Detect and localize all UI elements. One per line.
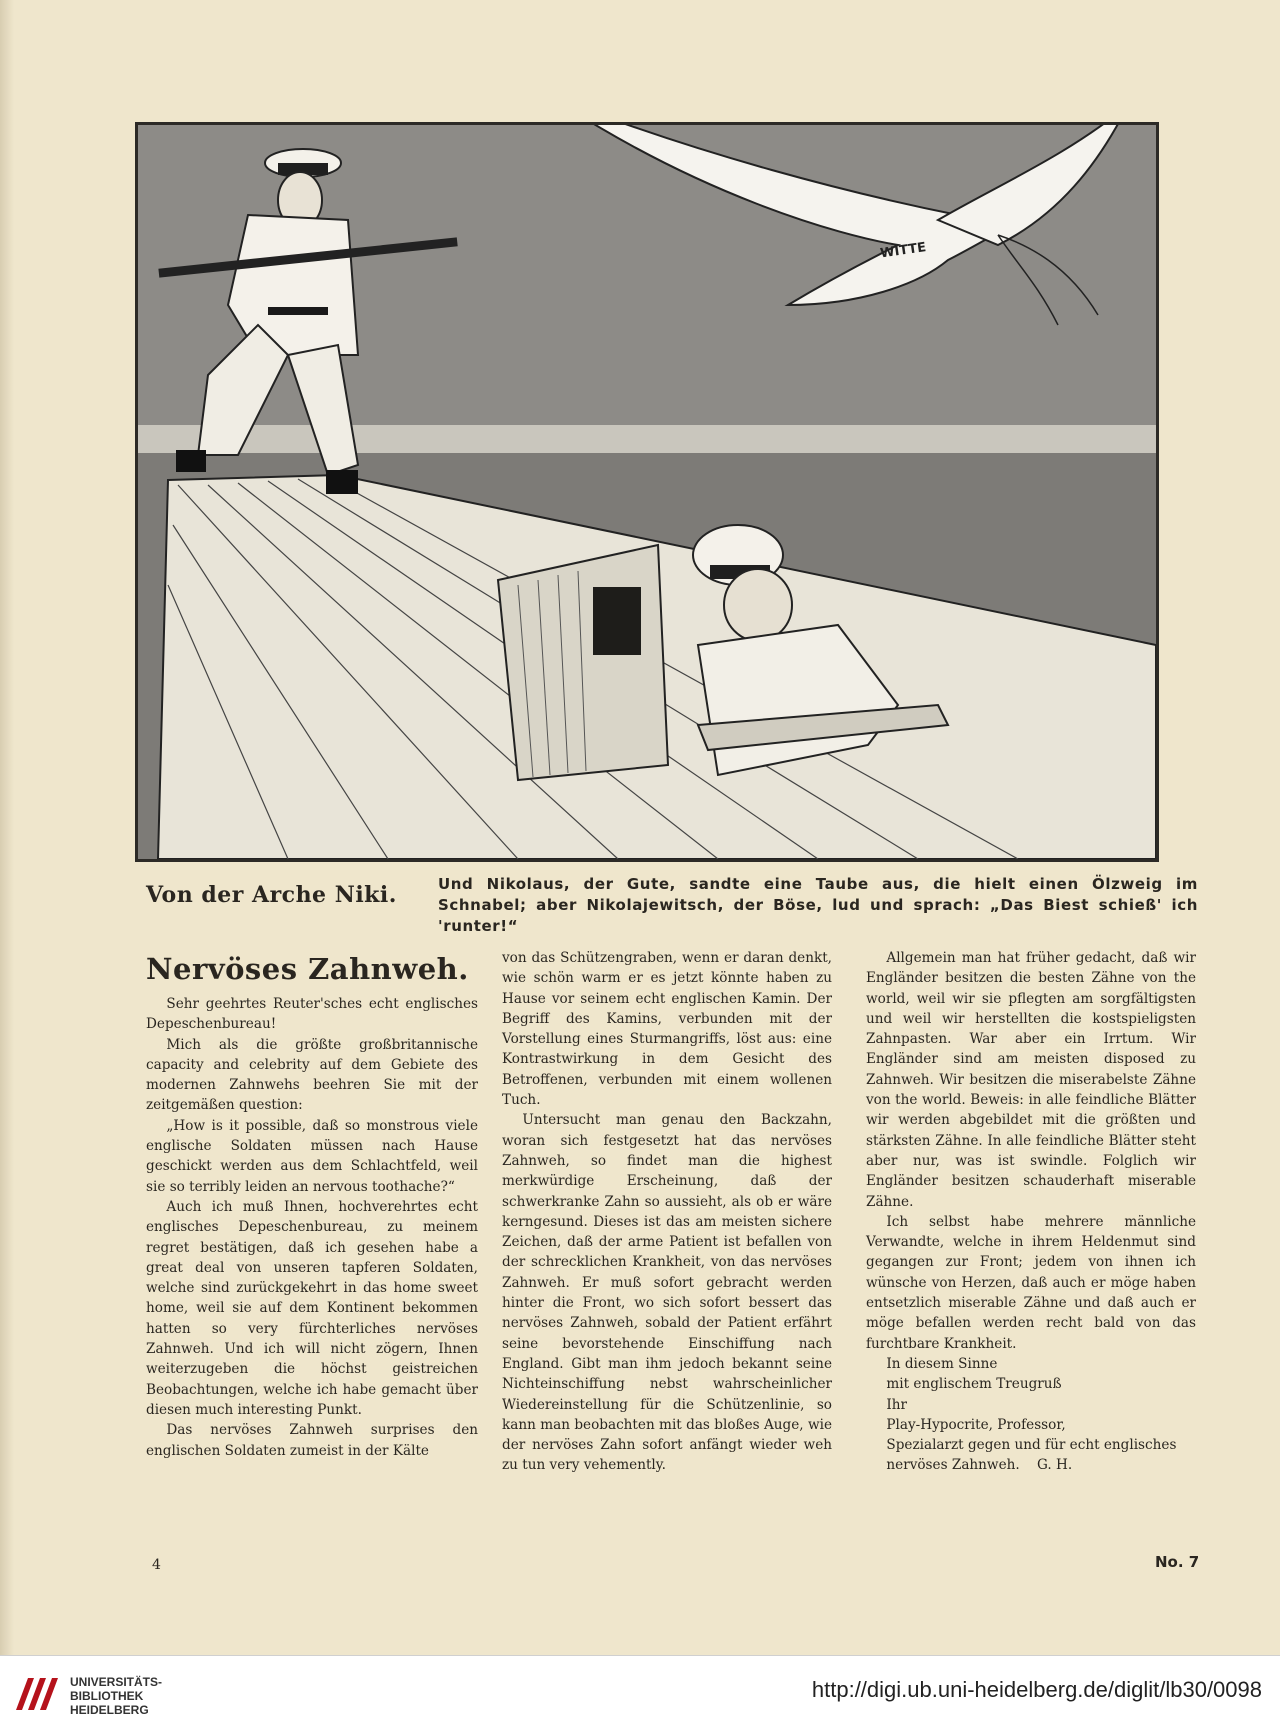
article-column-3	[866, 948, 1196, 1476]
article-column-1	[146, 994, 478, 1461]
page-url[interactable]: http://digi.ub.uni-heidelberg.de/diglit/lb30/0098	[811, 1677, 1262, 1702]
paragraph: von das Schützengraben, wenn er daran denkt, wie schön warm er es jetzt könnte haben zu Hause vor seinem echt englischen Kamin. Der Begriff des Kamins, verbunden mit der Vorstellung eines Sturmangriffs, löst aus: eine Kontrastwirkung in dem Gesicht des Betroffenen, verbunden mit einem wollenen Tuch.	[502, 950, 832, 1109]
signature-subject: nervöses Zahnweh.	[886, 1457, 1020, 1474]
library-name-line: BIBLIOTHEK	[70, 1689, 144, 1703]
paragraph: Mich als die größte großbritannische capacity and celebrity auf dem Gebiete des modernen Zahnwehs beehren Sie mit der zeitgemäßen question:	[146, 1036, 478, 1114]
article-column-2	[502, 948, 832, 1476]
footer-bar	[0, 1655, 1280, 1726]
signature-title: Spezialarzt gegen und für echt englisches	[886, 1437, 1177, 1454]
library-name-line: UNIVERSITÄTS-	[70, 1675, 163, 1689]
cabin-window	[593, 587, 641, 655]
closing-line: mit englischem Treugruß	[886, 1376, 1062, 1393]
closing-line: In diesem Sinne	[886, 1355, 998, 1372]
dove-label: WITTE	[879, 240, 928, 262]
signature-name: Play-Hypocrite, Professor,	[886, 1416, 1066, 1433]
issue-number: No. 7	[1155, 1553, 1200, 1571]
cartoon-illustration	[135, 122, 1159, 862]
article-title: Nervöses Zahnweh.	[146, 952, 469, 986]
signature-initials: G. H.	[1036, 1457, 1073, 1474]
paragraph: Untersucht man genau den Backzahn, woran sich festgesetzt hat das nervöses Zahnweh, so findet man die highest merkwürdige Erscheinung, daß der schwerkranke Zahn so aussieht, als ob er wäre kerngesund. Dieses ist das am meisten sichere Zeichen, daß der arme Patient ist befallen von der schrecklichen Krankheit, von das nervöses Zahnweh. Er muß sofort gebracht werden hinter die Front, wo sich sofort bessert das nervöses Zahnweh, sobald der Patient erfährt seine bevorstehende Einschiffung nach England. Gibt man ihm jedoch bekannt seine Nichteinschiffung nebst wahrscheinlicher Wiedereinstellung für die Schützenlinie, so kann man beobachten mit das bloßes Auge, wie der nervöses Zahn sofort anfängt wieder weh zu tun very vehemently.	[502, 1112, 832, 1474]
cartoon-drawing	[138, 125, 1156, 859]
horizon-clouds	[138, 425, 1156, 455]
paragraph: „How is it possible, daß so monstrous viele englische Soldaten müssen nach Hause geschickt werden aus dem Schlachtfeld, weil sie so terribly leiden an nervous toothache?“	[146, 1117, 478, 1195]
library-logo-icon[interactable]	[14, 1670, 64, 1714]
paragraph: Das nervöses Zahnweh surprises den englischen Soldaten zumeist in der Kälte	[146, 1422, 478, 1459]
paragraph: Allgemein man hat früher gedacht, daß wir Engländer besitzen die besten Zähne von the world, weil wir sie pflegten am sorgfältigsten und weil wir herstellten die kostspieligsten Zahnpasten. War aber ein Irrtum. Wir Engländer sind am meisten disposed zu Zahnweh. Wir besitzen die miserabelste Zähne von the world. Beweis: in alle feindliche Blätter wir werden abgebildet mit die größten und stärksten Zähne. In alle feindliche Blätter steht aber nur, was ist swindle. Folglich wir Engländer besitzen schauderhaft miserable Zähne.	[866, 950, 1196, 1210]
ark-cabin	[498, 545, 668, 780]
caption-title: Von der Arche Niki.	[146, 882, 397, 908]
page-number: 4	[152, 1557, 161, 1573]
signature-line	[866, 1455, 1196, 1475]
paragraph: Sehr geehrtes Reuter'sches echt englisches Depeschenbureau!	[146, 996, 478, 1033]
paragraph: Ich selbst habe mehrere männliche Verwandte, welche in ihrem Heldenmut sind gegangen zur Front; jedem von ihnen ich wünsche von Herzen, daß auch er möge haben entsetzlich miserable Zähne und daß auch er möge befallen werden recht bald von das furchtbare Krankheit.	[866, 1213, 1196, 1352]
library-name[interactable]	[70, 1675, 162, 1717]
library-name-line: HEIDELBERG	[70, 1703, 149, 1717]
paragraph: Auch ich muß Ihnen, hochverehrtes echt englisches Depeschenbureau, zu meinem regret bestätigen, daß ich gesehen habe a great deal von unseren tapferen Soldaten, welche sind zurückgekehrt in das home sweet home, weil sie auf dem Kontinent bekommen hatten so very fürchterliches nervöses Zahnweh. Und ich will nicht zögern, Ihnen weiterzugeben die höchst geistreichen Beobachtungen, welche ich habe gemacht über diesen much interesting Punkt.	[146, 1198, 478, 1418]
caption-text: Und Nikolaus, der Gute, sandte eine Taube aus, die hielt einen Ölzweig im Schnabel; aber Nikolajewitsch, der Böse, lud und sprach: „Das Biest schieß' ich 'runter!“	[438, 875, 1198, 935]
page-gutter	[0, 0, 14, 1655]
closing-line: Ihr	[886, 1396, 908, 1413]
